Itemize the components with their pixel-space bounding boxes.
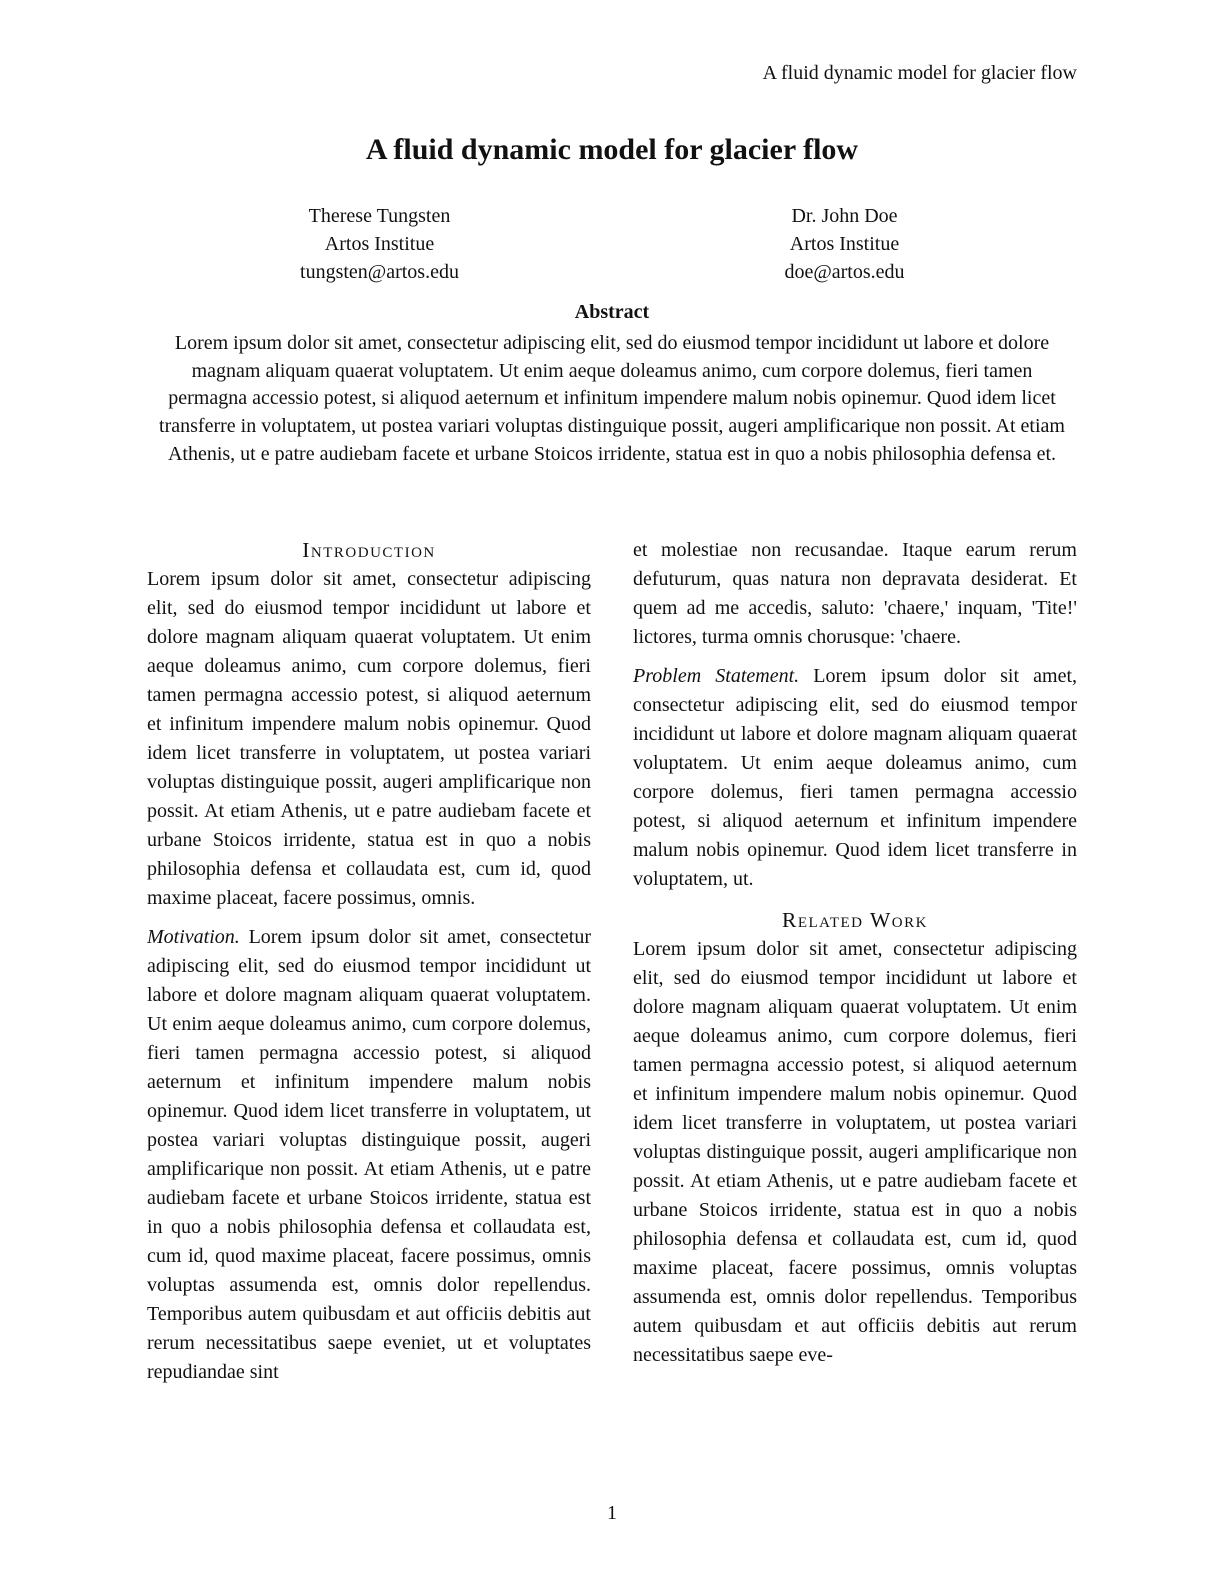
section-heading-introduction: Introduction: [302, 538, 436, 562]
page-number: 1: [607, 1502, 617, 1524]
paragraph-introduction: Lorem ipsum dolor sit amet, consectetur adipiscing elit, sed do eiusmod tempor incididunt ut labore et dolore magnam aliquam quaerat voluptatem. Ut enim aeque doleamus animo, cum corpore dolemus, fieri tamen permagna accessio potest, si aliquod aeternum et infinitum impendere malum nobis opinemur. Quod idem licet transferre in voluptatem, ut postea variari voluptas distinguique possit, augeri amplificarique non possit. At etiam Athenis, ut e patre audiebam facete et urbane Stoicos irridente, statua est in quo a nobis philosophia defensa et collaudata est, cum id, quod maxime placeat, facere possimus, omnis.: [147, 568, 591, 909]
paragraph-motivation-text: Lorem ipsum dolor sit amet, consectetur adipiscing elit, sed do eiusmod tempor incididunt ut labore et dolore magnam aliquam quaerat voluptatem. Ut enim aeque doleamus animo, cum corpore dolemus, fieri tamen permagna accessio potest, si aliquod aeternum et infinitum impendere malum nobis opinemur. Quod idem licet transferre in voluptatem, ut postea variari voluptas distinguique possit, augeri amplificarique non possit. At etiam Athenis, ut e patre audiebam facete et urbane Stoicos irridente, statua est in quo a nobis philosophia defensa et collaudata est, cum id, quod maxime placeat, facere possimus, omnis voluptas assumenda est, omnis dolor repellendus. Temporibus autem quibusdam et aut officiis debitis aut rerum necessitatibus saepe eveniet, ut et voluptates repudiandae sint: [147, 926, 591, 1383]
paragraph-problem-statement-text: Lorem ipsum dolor sit amet, consectetur adipiscing elit, sed do eiusmod tempor incididunt ut labore et dolore magnam aliquam quaerat voluptatem. Ut enim aeque doleamus animo, cum corpore dolemus, fieri tamen permagna accessio potest, si aliquod aeternum et infinitum impendere malum nobis opinemur. Quod idem licet transferre in voluptatem, ut.: [633, 665, 1077, 890]
author-1: [147, 202, 612, 286]
paragraph-problem-statement: [633, 662, 1077, 894]
paragraph-motivation-label: Motivation.: [147, 926, 240, 948]
paper-title: A fluid dynamic model for glacier flow: [365, 133, 859, 166]
body-columns: [147, 536, 1077, 1448]
authors-block: [147, 202, 1077, 286]
abstract-block: [152, 301, 1072, 469]
paragraph-related-work: Lorem ipsum dolor sit amet, consectetur adipiscing elit, sed do eiusmod tempor incididunt ut labore et dolore magnam aliquam quaerat voluptatem. Ut enim aeque doleamus animo, cum corpore dolemus, fieri tamen permagna accessio potest, si aliquod aeternum et infinitum impendere malum nobis opinemur. Quod idem licet transferre in voluptatem, ut postea variari voluptas distinguique possit, augeri amplificarique non possit. At etiam Athenis, ut e patre audiebam facete et urbane Stoicos irridente, statua est in quo a nobis philosophia defensa et collaudata est, cum id, quod maxime placeat, facere possimus, omnis voluptas assumenda est, omnis dolor repellendus. Temporibus autem quibusdam et aut officiis debitis aut rerum necessitatibus saepe eve-: [633, 938, 1077, 1366]
right-column: [633, 536, 1077, 1448]
author-2-affiliation: Artos Institue: [789, 233, 900, 255]
abstract-text: Lorem ipsum dolor sit amet, consectetur adipiscing elit, sed do eiusmod tempor incididunt ut labore et dolore magnam aliquam quaerat voluptatem. Ut enim aeque doleamus animo, cum corpore dolemus, fieri tamen permagna accessio potest, si aliquod aeternum et infinitum impendere malum nobis opinemur. Quod idem licet transferre in voluptatem, ut postea variari voluptas distinguique possit, augeri amplificarique non possit. At etiam Athenis, ut e patre audiebam facete et urbane Stoicos irridente, statua est in quo a nobis philosophia defensa et.: [159, 332, 1065, 465]
author-1-email: tungsten@artos.edu: [300, 261, 459, 283]
paragraph-motivation-continued: et molestiae non recusandae. Itaque earum rerum defuturum, quas natura non depravata desiderat. Et quem ad me accedis, saluto: 'chaere,' inquam, 'Tite!' lictores, turma omnis chorusque: 'chaere.: [633, 539, 1077, 648]
section-heading-related-work: Related Work: [782, 908, 928, 932]
author-2-email: doe@artos.edu: [784, 261, 905, 283]
author-1-affiliation: Artos Institue: [324, 233, 435, 255]
paragraph-motivation: [147, 923, 591, 1387]
left-column: [147, 536, 591, 1448]
author-2-name: Dr. John Doe: [791, 205, 898, 227]
running-header: A fluid dynamic model for glacier flow: [762, 62, 1077, 84]
abstract-heading: Abstract: [574, 301, 650, 323]
author-1-name: Therese Tungsten: [308, 205, 451, 227]
author-2: [612, 202, 1077, 286]
paragraph-problem-statement-label: Problem Statement.: [633, 665, 800, 687]
